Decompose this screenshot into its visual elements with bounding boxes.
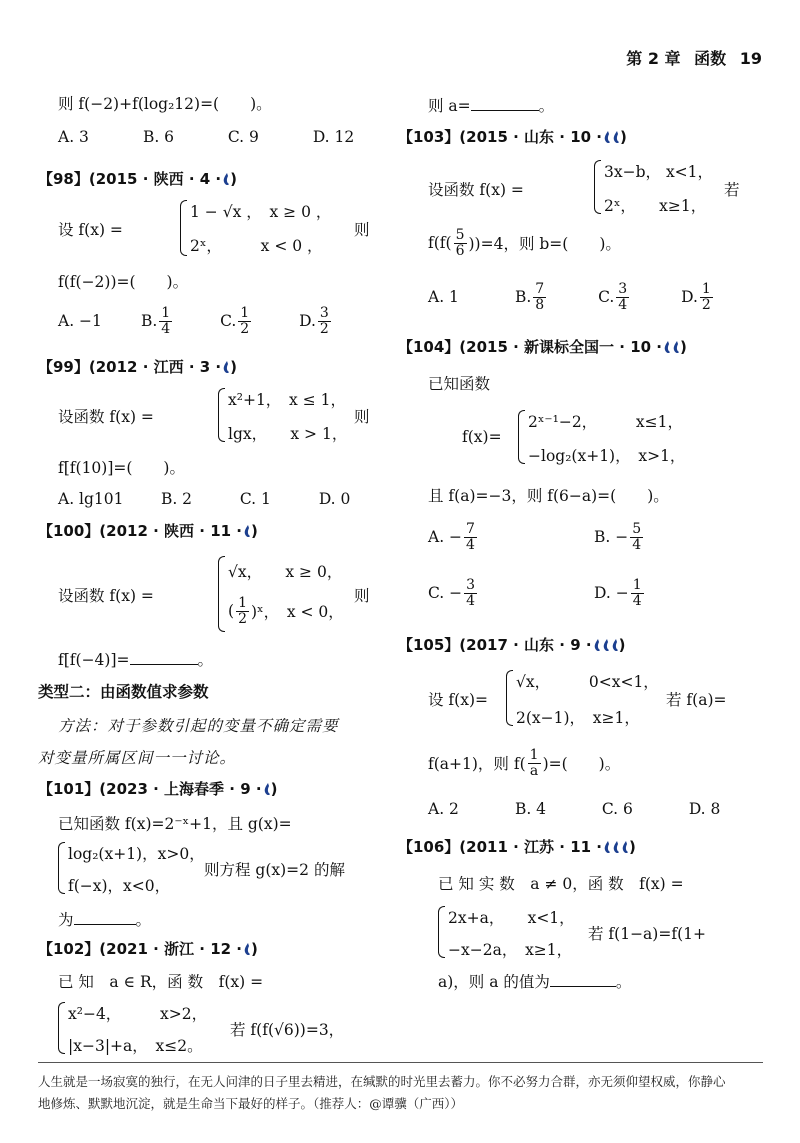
carry-over-line-right	[428, 94, 554, 116]
denominator: 4	[632, 592, 642, 609]
denominator: a	[529, 762, 539, 779]
page-number: 19	[739, 49, 762, 68]
q99-options	[58, 490, 350, 508]
q104-lead: f(x)=	[462, 428, 502, 446]
chapter-title: 函数	[694, 49, 727, 68]
option-d-fraction	[318, 306, 331, 336]
q102-brace	[58, 1002, 65, 1054]
q105-brace	[506, 670, 513, 726]
option-a-fraction	[464, 522, 477, 552]
q106-brace	[438, 906, 445, 958]
q99-close: )	[230, 358, 237, 376]
q103-post: ))=4，则 b=( )。	[468, 235, 621, 254]
footer-line-1: 人生就是一场寂寞的独行，在无人问津的日子里去精进，在缄默的时光里去蓄力。你不必努力合群，亦无须仰望权威，你静心	[38, 1074, 726, 1089]
q105-fraction	[528, 748, 541, 778]
q106-case-1: 2x+a， x<1，	[448, 909, 575, 927]
option-a: A. 3	[58, 128, 89, 146]
q105-options	[428, 800, 720, 818]
option-c: C. −	[428, 584, 463, 603]
option-b: B.	[140, 312, 158, 331]
numerator: 1	[529, 747, 539, 763]
question-103-header	[398, 126, 627, 147]
q105-source: 【105】(2017 · 山东 · 9 ·	[398, 636, 592, 654]
numerator: 3	[618, 281, 628, 297]
q101-end: 。	[135, 911, 152, 929]
numerator: 7	[466, 521, 475, 537]
q103-brace	[594, 160, 601, 214]
numerator: 1	[240, 305, 250, 321]
option-a: A. 1	[428, 288, 459, 307]
q106-source: 【106】(2011 · 江苏 · 11 ·	[398, 838, 602, 856]
q104-brace	[518, 410, 525, 464]
q106-prefix: a)，则 a 的值为	[438, 973, 550, 991]
difficulty-chili-icon	[673, 341, 680, 354]
difficulty-chili-icon	[604, 841, 611, 854]
option-c: C.	[598, 288, 615, 307]
option-b-fraction	[630, 522, 643, 552]
question-102-header	[38, 938, 258, 959]
option-c: C.	[220, 312, 237, 331]
difficulty-chili-icon	[603, 639, 610, 652]
denominator: 4	[632, 536, 642, 553]
carry-over-options	[58, 128, 354, 146]
numerator: 7	[535, 281, 545, 297]
denominator: 4	[466, 536, 475, 553]
difficulty-chili-icon	[264, 783, 271, 796]
q103-question-line	[428, 228, 621, 258]
q105-tail: 若 f(a)=	[666, 691, 727, 709]
q100-question-line	[58, 648, 213, 670]
q101-line-1: 已知函数 f(x)=2⁻ˣ+1，且 g(x)=	[58, 815, 292, 833]
q99-source: 【99】(2012 · 江西 · 3 ·	[38, 358, 222, 376]
option-c-fraction	[616, 282, 629, 312]
question-106-header	[398, 836, 636, 857]
q100-brace	[218, 556, 225, 632]
q99-tail: 则	[354, 408, 370, 426]
method-line-2: 对变量所属区间一一讨论。	[38, 749, 237, 767]
denominator: 4	[161, 320, 171, 337]
option-d: D.	[299, 312, 316, 331]
question-100-header	[38, 520, 258, 541]
q104-options-row-2b	[594, 578, 646, 608]
answer-blank	[471, 110, 539, 111]
q104-close: )	[680, 338, 687, 356]
q100-lead: 设函数 f(x) =	[58, 587, 154, 605]
q103-lead: 设函数 f(x) =	[428, 181, 524, 199]
numerator: 3	[466, 577, 476, 593]
difficulty-chili-icon	[244, 525, 251, 538]
q98-tail: 则	[354, 221, 370, 239]
q100-case-1: √x， x ≥ 0，	[228, 563, 343, 581]
q98-close: )	[230, 170, 237, 188]
q102-case-2: |x−3|+a， x≤2。	[68, 1037, 203, 1055]
q100-case-2	[228, 596, 344, 626]
q103-case-1: 3x−b， x<1，	[604, 163, 714, 181]
q101-close: )	[270, 780, 278, 798]
q102-tail: 若 f(f(√6))=3，	[230, 1021, 345, 1039]
option-c: C. 1	[239, 490, 271, 508]
q101-prefix: 为	[58, 911, 74, 929]
numerator: 1	[632, 577, 642, 593]
section-title-type2: 类型二：由函数值求参数	[38, 683, 209, 701]
question-98-header	[38, 168, 237, 189]
q103-close: )	[620, 128, 627, 146]
q98-brace	[180, 200, 187, 256]
carry-end: 。	[538, 97, 555, 115]
q99-question-line: f[f(10)]=( )。	[58, 459, 185, 477]
difficulty-chili-icon	[594, 639, 601, 652]
q98-question-line: f(f(−2))=( )。	[58, 273, 189, 291]
q100-fraction	[236, 596, 249, 626]
q104-source: 【104】(2015 · 新课标全国一 · 10 ·	[398, 338, 662, 356]
q102-close: )	[251, 940, 258, 958]
option-c: C. 9	[227, 128, 259, 146]
q104-line-1: 已知函数	[428, 375, 491, 393]
q104-options-row-1	[428, 522, 479, 552]
answer-blank	[130, 664, 198, 665]
q100-source: 【100】(2012 · 陕西 · 11 ·	[38, 522, 242, 540]
q106-line-1: 已 知 实 数 a ≠ 0，函 数 f(x) =	[438, 875, 684, 893]
denominator: 8	[535, 296, 545, 313]
q104-question-line: 且 f(a)=−3，则 f(6−a)=( )。	[428, 487, 669, 505]
denominator: 4	[466, 592, 476, 609]
q103-fraction	[454, 228, 467, 258]
denominator: 6	[455, 242, 465, 259]
option-b: B.	[514, 288, 532, 307]
option-b: B. −	[594, 528, 629, 547]
option-d-fraction	[700, 282, 713, 312]
q101-line-3	[58, 908, 151, 930]
answer-blank	[550, 986, 616, 987]
q105-lead: 设 f(x)=	[428, 691, 488, 709]
q98-options	[58, 306, 333, 336]
q103-case-2: 2ˣ， x≥1，	[604, 197, 707, 215]
q102-source: 【102】(2021 · 浙江 · 12 ·	[38, 940, 242, 958]
q104-case-2: −log₂(x+1)， x>1，	[528, 447, 686, 465]
numerator: 1	[701, 281, 711, 297]
option-d-fraction	[631, 578, 644, 608]
q100-close: )	[251, 522, 258, 540]
q101-case-1: log₂(x+1)，x>0，	[68, 845, 205, 863]
difficulty-chili-icon	[613, 841, 620, 854]
q98-lead: 设 f(x) =	[58, 221, 123, 239]
q103-options	[428, 282, 715, 312]
paren-close: )ˣ， x < 0，	[250, 603, 344, 622]
q102-case-1: x²−4， x>2，	[68, 1005, 208, 1023]
carry-expression: 则 a=	[428, 97, 471, 115]
difficulty-chili-icon	[664, 341, 671, 354]
footer-line-2: 地修炼、默默地沉淀，就是生命当下最好的样子。（推荐人：@谭骥（广西））	[38, 1096, 464, 1111]
q105-pre: f(a+1)，则 f(	[428, 755, 526, 774]
q99-case-1: x²+1， x ≤ 1，	[228, 391, 346, 409]
option-a: A. −	[428, 528, 463, 547]
q103-tail: 若	[724, 181, 740, 199]
numerator: 5	[632, 521, 642, 537]
option-b: B. 6	[142, 128, 175, 146]
question-105-header	[398, 634, 625, 655]
q104-options-row-2	[428, 578, 479, 608]
option-b-fraction	[533, 282, 546, 312]
q98-case-2: 2ˣ， x < 0 ，	[190, 237, 323, 255]
q101-brace	[58, 842, 65, 894]
option-c-fraction	[238, 306, 251, 336]
denominator: 2	[238, 610, 247, 627]
method-line-1: 方法：对于参数引起的变量不确定需要	[58, 717, 339, 735]
q106-line-3	[438, 970, 631, 992]
q106-close: )	[629, 838, 636, 856]
q100-tail: 则	[354, 587, 370, 605]
q100-expression: f[f(−4)]=	[58, 651, 130, 669]
denominator: 2	[319, 320, 329, 337]
carry-over-line: 则 f(−2)+f(log₂12)=( )。	[58, 95, 272, 113]
q99-brace	[218, 388, 225, 442]
option-a: A. 2	[428, 800, 459, 818]
option-b-fraction	[159, 306, 172, 336]
option-d: D. 0	[318, 490, 351, 508]
q102-line-1: 已 知 a ∈ R，函 数 f(x) =	[58, 973, 264, 991]
numerator: 1	[238, 595, 247, 611]
option-d: D. 8	[688, 800, 721, 818]
footer-quote	[38, 1062, 763, 1115]
q104-case-1: 2ˣ⁻¹−2， x≤1，	[528, 413, 684, 431]
q101-tail: 则方程 g(x)=2 的解	[204, 861, 345, 879]
option-d: D. −	[594, 584, 629, 603]
answer-blank	[74, 924, 136, 925]
numerator: 3	[319, 305, 329, 321]
denominator: 2	[240, 320, 250, 337]
chapter-label: 第 2 章	[626, 49, 681, 68]
q98-source: 【98】(2015 · 陕西 · 4 ·	[38, 170, 222, 188]
difficulty-chili-icon	[613, 131, 620, 144]
option-b: B. 2	[160, 490, 193, 508]
q105-question-line	[428, 748, 620, 778]
difficulty-chili-icon	[622, 841, 629, 854]
page-header	[626, 46, 762, 69]
q101-case-2: f(−x)，x<0，	[68, 877, 171, 895]
paren-open: (	[228, 602, 235, 621]
option-a: A. −1	[58, 312, 102, 331]
option-b: B. 4	[514, 800, 547, 818]
q98-case-1: 1 − √x ， x ≥ 0 ，	[190, 203, 332, 221]
difficulty-chili-icon	[244, 943, 251, 956]
option-a: A. lg101	[58, 490, 124, 508]
option-c-fraction	[464, 578, 477, 608]
q106-end: 。	[615, 973, 632, 991]
q99-lead: 设函数 f(x) =	[58, 408, 154, 426]
q105-case-1: √x， 0<x<1，	[516, 673, 659, 691]
difficulty-chili-icon	[612, 639, 619, 652]
option-c: C. 6	[601, 800, 633, 818]
q105-close: )	[618, 636, 626, 654]
difficulty-chili-icon	[604, 131, 611, 144]
q101-source: 【101】(2023 · 上海春季 · 9 ·	[38, 780, 262, 798]
question-104-header	[398, 336, 687, 357]
numerator: 1	[161, 305, 171, 321]
option-d: D.	[681, 288, 698, 307]
question-101-header	[38, 778, 277, 799]
q100-end: 。	[197, 651, 214, 669]
q106-tail: 若 f(1−a)=f(1+	[588, 925, 706, 943]
q103-pre: f(f(	[428, 234, 452, 253]
numerator: 5	[455, 227, 465, 243]
option-d: D. 12	[312, 128, 355, 146]
denominator: 4	[618, 296, 628, 313]
q104-options-row-1b	[594, 522, 645, 552]
q105-case-2: 2(x−1)， x≥1，	[516, 709, 640, 727]
denominator: 2	[701, 296, 711, 313]
q99-case-2: lgx， x > 1，	[228, 425, 348, 443]
q105-post: )=( )。	[542, 755, 621, 774]
question-99-header	[38, 356, 237, 377]
q103-source: 【103】(2015 · 山东 · 10 ·	[398, 128, 602, 146]
q106-case-2: −x−2a， x≥1，	[448, 941, 573, 959]
